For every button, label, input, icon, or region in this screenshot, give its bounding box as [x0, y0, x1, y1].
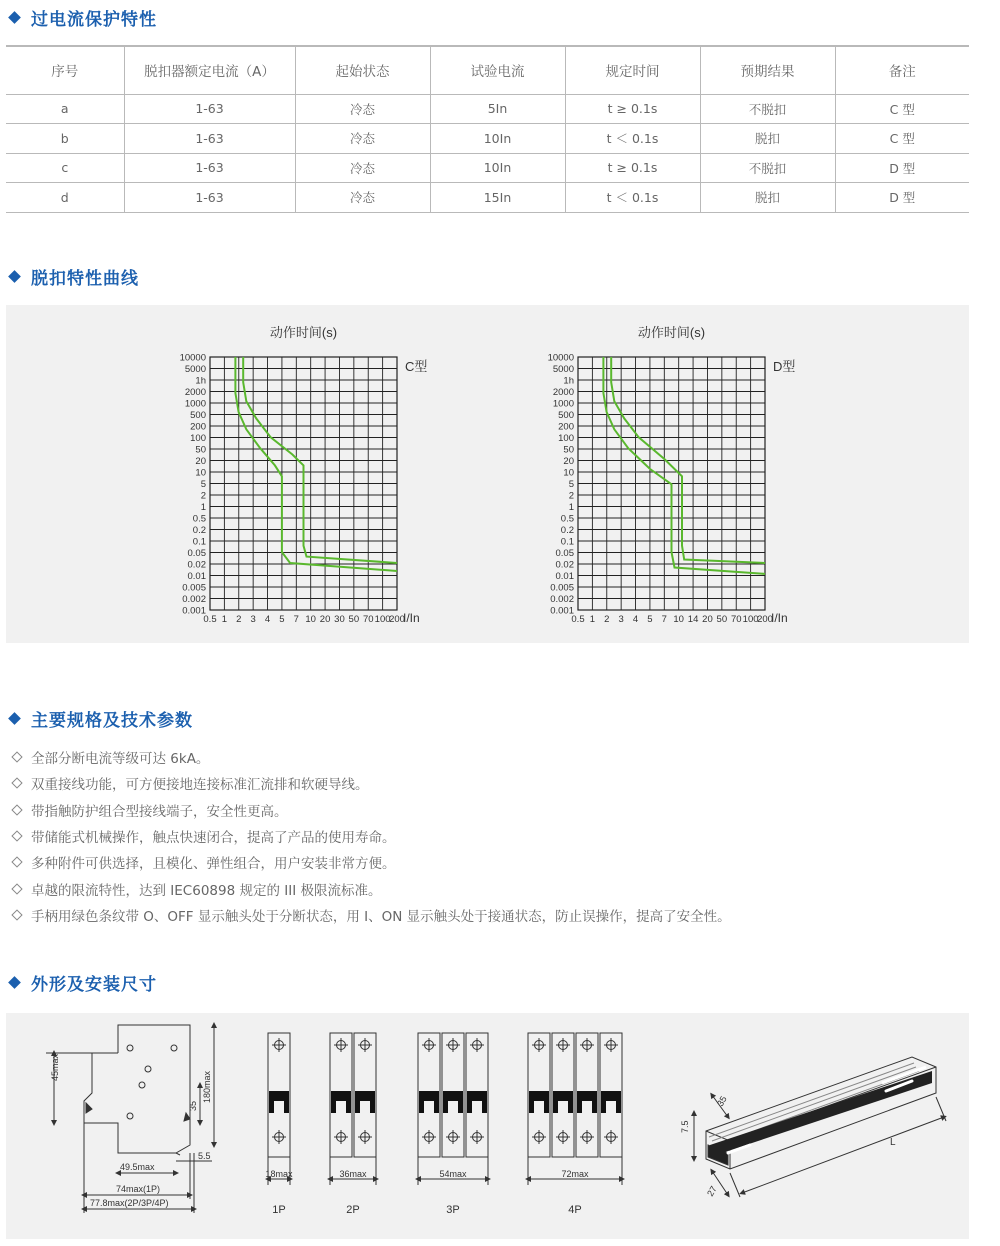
- handle-notch: [534, 1101, 544, 1113]
- x-tick-label: 1: [589, 614, 596, 625]
- chart-curve-label: C型: [405, 359, 428, 374]
- diamond-bullet-icon: [8, 270, 21, 283]
- header-cell: 脱扣器额定电流（A）: [124, 46, 295, 94]
- dim-49-5max: 49.5max: [120, 1162, 155, 1172]
- table-cell: 脱扣: [700, 124, 835, 154]
- pole-view-4P: [528, 1033, 622, 1216]
- table-cell: C 型: [835, 94, 969, 124]
- header-cell: 起始状态: [295, 46, 430, 94]
- x-tick-label: 100: [374, 614, 391, 625]
- x-tick-label: 100: [742, 614, 759, 625]
- trip-curve-chart-c: [160, 315, 460, 635]
- hollow-diamond-icon: [11, 804, 22, 815]
- y-tick-label: 2000: [552, 387, 574, 398]
- trip-curve-series: [243, 357, 397, 563]
- terminal-crosshair-icon: [556, 1038, 570, 1052]
- table-cell: 1-63: [124, 183, 295, 213]
- x-tick-label: 1: [221, 614, 228, 625]
- table-row: [6, 124, 969, 154]
- table-cell: 不脱扣: [700, 94, 835, 124]
- terminal-crosshair-icon: [334, 1038, 348, 1052]
- list-item-text: 全部分断电流等级可达 6kA。: [31, 751, 210, 768]
- pole-count-label: 3P: [446, 1204, 460, 1216]
- section-title-specs: [10, 706, 193, 731]
- list-item-text: 带指触防护组合型接线端子，安全性更高。: [31, 803, 288, 820]
- header-cell: 试验电流: [430, 46, 565, 94]
- table-row: [6, 153, 969, 183]
- y-tick-label: 0.1: [192, 536, 206, 548]
- header-cell: 规定时间: [565, 46, 700, 94]
- y-tick-label: 1h: [563, 375, 574, 387]
- dimensions-drawing: [6, 1013, 969, 1239]
- handle-notch: [336, 1101, 346, 1113]
- x-axis-label: I/In: [771, 611, 788, 625]
- dim-180max: 180max: [202, 1070, 212, 1103]
- x-tick-label: 7: [293, 614, 299, 625]
- y-tick-label: 1: [200, 502, 206, 513]
- terminal-crosshair-icon: [446, 1038, 460, 1052]
- x-tick-label: 0.5: [571, 614, 585, 625]
- hollow-diamond-icon: [11, 883, 22, 894]
- terminal-crosshair-icon: [358, 1130, 372, 1144]
- table-cell: a: [6, 94, 124, 124]
- x-tick-label: 70: [730, 614, 742, 625]
- handle-notch: [582, 1101, 592, 1113]
- section-title-curves: [10, 264, 139, 289]
- terminal-crosshair-icon: [470, 1130, 484, 1144]
- y-tick-label: 1000: [552, 398, 574, 410]
- y-tick-label: 0.02: [555, 559, 574, 571]
- y-tick-label: 0.05: [555, 548, 574, 559]
- overcurrent-table: [6, 45, 969, 213]
- table-cell: t ≥ 0.1s: [565, 94, 700, 124]
- handle-notch: [448, 1101, 458, 1113]
- handle-notch: [360, 1101, 370, 1113]
- y-tick-label: 100: [558, 433, 574, 444]
- x-tick-label: 14: [687, 614, 699, 625]
- trip-curve-series: [235, 357, 397, 571]
- table-cell: d: [6, 183, 124, 213]
- list-item-text: 多种附件可供选择，且模化、弹性组合，用户安装非常方便。: [31, 856, 396, 873]
- section-title-text: 脱扣特性曲线: [31, 269, 139, 289]
- table-cell: 1-63: [124, 124, 295, 154]
- terminal-crosshair-icon: [532, 1038, 546, 1052]
- y-tick-label: 50: [195, 444, 206, 456]
- list-item: [10, 849, 731, 875]
- section-title-dimensions: [10, 970, 157, 995]
- y-tick-label: 0.02: [187, 559, 206, 571]
- hollow-diamond-icon: [11, 909, 22, 920]
- y-tick-label: 0.1: [560, 536, 574, 548]
- table-row: [6, 94, 969, 124]
- trip-curve-series: [611, 357, 765, 563]
- chart-curve-label: D型: [773, 359, 796, 374]
- header-cell: 备注: [835, 46, 969, 94]
- table-cell: 10In: [430, 124, 565, 154]
- handle-notch: [558, 1101, 568, 1113]
- y-tick-label: 5000: [552, 364, 574, 375]
- table-cell: 5In: [430, 94, 565, 124]
- x-tick-label: 70: [362, 614, 374, 625]
- table-cell: c: [6, 153, 124, 183]
- terminal-crosshair-icon: [532, 1130, 546, 1144]
- pole-width-label: 36max: [339, 1169, 367, 1179]
- chart-title: 动作时间(s): [637, 325, 706, 340]
- x-tick-label: 200: [757, 614, 773, 625]
- handle-notch: [606, 1101, 616, 1113]
- diamond-bullet-icon: [8, 712, 21, 725]
- terminal-crosshair-icon: [446, 1130, 460, 1144]
- hollow-diamond-icon: [11, 830, 22, 841]
- x-tick-label: 3: [618, 614, 624, 625]
- y-tick-label: 0.002: [550, 594, 574, 605]
- y-tick-label: 20: [195, 456, 206, 467]
- terminal-crosshair-icon: [470, 1038, 484, 1052]
- list-item-text: 手柄用绿色条纹带 O、OFF 显示触头处于分断状态，用 I、ON 显示触头处于接通状态，防止误操作，提高了安全性。: [31, 908, 731, 925]
- y-tick-label: 200: [558, 421, 574, 433]
- y-tick-label: 500: [558, 410, 574, 421]
- table-cell: t ＜ 0.1s: [565, 124, 700, 154]
- terminal-crosshair-icon: [580, 1038, 594, 1052]
- table-cell: 脱扣: [700, 183, 835, 213]
- rail-dim-height: 7.5: [680, 1120, 690, 1133]
- pole-count-label: 2P: [346, 1204, 360, 1216]
- handle-notch: [424, 1101, 434, 1113]
- y-tick-label: 0.005: [182, 582, 206, 594]
- y-tick-label: 100: [190, 433, 206, 444]
- table-cell: b: [6, 124, 124, 154]
- y-tick-label: 0.005: [550, 582, 574, 594]
- rail-dim-length: L: [890, 1137, 896, 1148]
- dim-35: 35: [188, 1100, 198, 1111]
- terminal-crosshair-icon: [556, 1130, 570, 1144]
- y-tick-label: 0.01: [187, 571, 206, 582]
- terminal-crosshair-icon: [272, 1038, 286, 1052]
- y-tick-label: 500: [190, 410, 206, 421]
- list-item: [10, 875, 731, 901]
- y-tick-label: 0.5: [560, 513, 574, 525]
- x-tick-label: 4: [632, 614, 639, 625]
- y-tick-label: 1000: [184, 398, 206, 410]
- table-cell: t ＜ 0.1s: [565, 183, 700, 213]
- terminal-crosshair-icon: [422, 1038, 436, 1052]
- dim-45max: 45max: [50, 1053, 60, 1081]
- table-cell: 冷态: [295, 153, 430, 183]
- table-cell: 10In: [430, 153, 565, 183]
- list-item-text: 带储能式机械操作，触点快速闭合，提高了产品的使用寿命。: [31, 830, 396, 847]
- x-tick-label: 50: [716, 614, 728, 625]
- table-cell: 1-63: [124, 94, 295, 124]
- header-cell: 预期结果: [700, 46, 835, 94]
- pole-view-2P: [330, 1033, 376, 1216]
- y-tick-label: 10: [195, 467, 206, 479]
- table-cell: 15In: [430, 183, 565, 213]
- table-cell: D 型: [835, 183, 969, 213]
- diamond-bullet-icon: [8, 976, 21, 989]
- terminal-crosshair-icon: [358, 1038, 372, 1052]
- y-tick-label: 10000: [547, 352, 574, 364]
- x-tick-label: 5: [279, 614, 285, 625]
- x-tick-label: 20: [702, 614, 713, 625]
- x-tick-label: 4: [264, 614, 271, 625]
- x-tick-label: 0.5: [203, 614, 217, 625]
- pole-view-1P: [265, 1033, 293, 1216]
- y-tick-label: 10: [563, 467, 574, 479]
- trip-curve-chart-d: [528, 315, 828, 635]
- y-tick-label: 5000: [184, 364, 206, 375]
- terminal-crosshair-icon: [604, 1038, 618, 1052]
- table-cell: 冷态: [295, 94, 430, 124]
- y-tick-label: 1: [568, 502, 574, 513]
- pole-views: [265, 1033, 622, 1216]
- y-tick-label: 20: [563, 456, 574, 467]
- pole-width-label: 54max: [439, 1169, 467, 1179]
- y-tick-label: 0.2: [560, 525, 574, 536]
- list-item: [10, 770, 731, 796]
- pole-count-label: 1P: [272, 1204, 286, 1216]
- y-tick-label: 0.01: [555, 571, 574, 582]
- feature-list: [10, 744, 731, 928]
- diamond-bullet-icon: [8, 11, 21, 24]
- header-cell: 序号: [6, 46, 124, 94]
- x-tick-label: 7: [661, 614, 667, 625]
- terminal-crosshair-icon: [334, 1130, 348, 1144]
- pole-view-3P: [418, 1033, 488, 1216]
- pole-count-label: 4P: [568, 1204, 582, 1216]
- y-tick-label: 0.2: [192, 525, 206, 536]
- terminal-crosshair-icon: [272, 1130, 286, 1144]
- x-tick-label: 200: [389, 614, 405, 625]
- list-item-text: 卓越的限流特性，达到 IEC60898 规定的 III 极限流标准。: [31, 882, 382, 899]
- y-tick-label: 5: [568, 479, 574, 490]
- y-tick-label: 2: [568, 490, 574, 502]
- section-title-text: 外形及安装尺寸: [31, 975, 157, 995]
- x-tick-label: 30: [334, 614, 345, 625]
- y-tick-label: 5: [200, 479, 206, 490]
- hollow-diamond-icon: [11, 778, 22, 789]
- y-tick-label: 2000: [184, 387, 206, 398]
- x-tick-label: 2: [236, 614, 242, 625]
- list-item: [10, 823, 731, 849]
- din-rail-drawing: [694, 1057, 946, 1197]
- y-tick-label: 10000: [179, 352, 206, 364]
- y-tick-label: 1h: [195, 375, 206, 387]
- dim-5-5: 5.5: [198, 1151, 211, 1161]
- table-cell: D 型: [835, 153, 969, 183]
- y-tick-label: 200: [190, 421, 206, 433]
- table-cell: 冷态: [295, 124, 430, 154]
- rail-dim-thickness: 27: [705, 1184, 719, 1198]
- rail-dim-width: 35: [715, 1094, 729, 1108]
- x-tick-label: 2: [604, 614, 610, 625]
- table-cell: 不脱扣: [700, 153, 835, 183]
- dim-74max: 74max(1P): [116, 1184, 161, 1194]
- x-tick-label: 5: [647, 614, 653, 625]
- pole-width-label: 72max: [561, 1169, 589, 1179]
- x-tick-label: 10: [305, 614, 316, 625]
- table-cell: C 型: [835, 124, 969, 154]
- list-item: [10, 902, 731, 928]
- chart-title: 动作时间(s): [269, 325, 338, 340]
- y-tick-label: 50: [563, 444, 574, 456]
- y-tick-label: 0.05: [187, 548, 206, 559]
- dim-77-8max: 77.8max(2P/3P/4P): [90, 1198, 169, 1208]
- list-item: [10, 797, 731, 823]
- terminal-crosshair-icon: [580, 1130, 594, 1144]
- x-tick-label: 20: [319, 614, 331, 625]
- y-tick-label: 0.001: [182, 605, 206, 617]
- table-header-row: [6, 46, 969, 94]
- x-tick-label: 50: [348, 614, 360, 625]
- table-cell: 冷态: [295, 183, 430, 213]
- list-item-text: 双重接线功能，可方便接地连接标准汇流排和软硬导线。: [31, 777, 369, 794]
- terminal-crosshair-icon: [604, 1130, 618, 1144]
- pole-width-label: 18max: [265, 1169, 293, 1179]
- table-cell: 1-63: [124, 153, 295, 183]
- table-cell: t ≥ 0.1s: [565, 153, 700, 183]
- handle-notch: [274, 1101, 284, 1113]
- y-tick-label: 0.002: [182, 594, 206, 605]
- hollow-diamond-icon: [11, 751, 22, 762]
- section-title-text: 主要规格及技术参数: [31, 711, 193, 731]
- terminal-crosshair-icon: [422, 1130, 436, 1144]
- x-axis-label: I/In: [403, 611, 420, 625]
- section-title-text: 过电流保护特性: [31, 10, 157, 30]
- list-item: [10, 744, 731, 770]
- hollow-diamond-icon: [11, 857, 22, 868]
- table-row: [6, 183, 969, 213]
- y-tick-label: 0.001: [550, 605, 574, 617]
- y-tick-label: 2: [200, 490, 206, 502]
- x-tick-label: 3: [250, 614, 256, 625]
- y-tick-label: 0.5: [192, 513, 206, 525]
- handle-notch: [472, 1101, 482, 1113]
- x-tick-label: 10: [673, 614, 684, 625]
- section-title-overcurrent: [10, 5, 157, 30]
